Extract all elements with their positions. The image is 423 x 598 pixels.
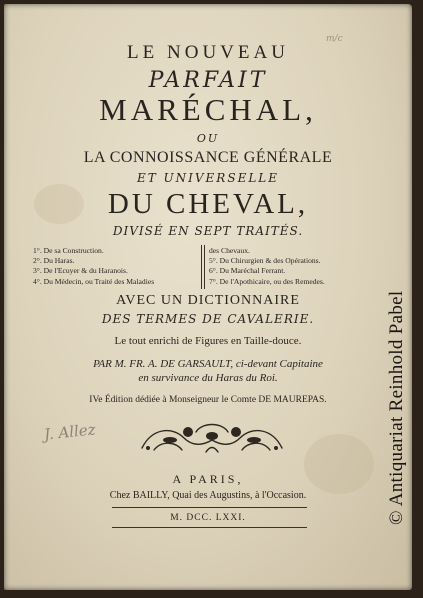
- title-line-4: OU: [196, 132, 220, 145]
- title-line-1: LE NOUVEAU: [127, 42, 289, 63]
- rule-top: [112, 507, 307, 508]
- contents-item: 6°. Du Maréchal Ferrant.: [209, 266, 286, 276]
- contents-item: 1°. De sa Construction.: [33, 246, 104, 255]
- contents-item: des Chevaux.: [209, 246, 250, 255]
- title-line-7: DU CHEVAL,: [107, 188, 309, 220]
- rule-bottom: [112, 527, 307, 528]
- contents-item: 5°. Du Chirurgien & des Opérations.: [209, 256, 321, 266]
- fleuron-ornament-icon: [132, 418, 292, 460]
- title-line-6: ET UNIVERSELLE: [136, 171, 280, 185]
- imprint-place: A PARIS,: [172, 472, 244, 486]
- copyright-watermark: © Antiquariat Reinhold Pabel: [386, 290, 407, 525]
- handwritten-signature: J. Allez: [43, 420, 97, 444]
- contents-left-column: [33, 246, 154, 287]
- contents-item: 4°. Du Médecin, ou Traité des Maladies: [33, 276, 155, 286]
- contents-item: 3°. De l'Ecuyer & du Haranois.: [33, 266, 128, 276]
- dictionary-line-1: AVEC UN DICTIONNAIRE: [116, 293, 300, 308]
- contents-item: 2°. Du Haras.: [33, 256, 75, 266]
- title-line-2: PARFAIT: [148, 68, 268, 93]
- title-line-5: LA CONNOISSANCE GÉNÉRALE: [83, 149, 333, 166]
- title-line-3: MARÉCHAL,: [99, 92, 317, 127]
- author-line-1: PAR M. FR. A. DE GARSAULT, ci-devant Capitaine: [93, 358, 323, 370]
- author-line-2: en survivance du Haras du Roi.: [138, 372, 278, 384]
- contents-item: 7°. De l'Apothicaire, ou des Remedes.: [209, 276, 325, 286]
- dictionary-line-2: DES TERMES DE CAVALERIE.: [101, 312, 315, 326]
- imprint-publisher: Chez BAILLY, Quai des Augustins, à l'Occasion.: [109, 490, 307, 501]
- column-divider: [201, 245, 205, 289]
- pencil-note: m/c: [326, 34, 343, 44]
- imprint-year: M. DCC. LXXI.: [170, 513, 246, 523]
- contents-right-column: [209, 246, 325, 287]
- title-page: [4, 4, 412, 590]
- edition-line: IVe Édition dédiée à Monseigneur le Comte DE MAUREPAS.: [89, 395, 327, 405]
- title-line-8: DIVISÉ EN SEPT TRAITÉS.: [112, 224, 304, 238]
- figures-line: Le tout enrichi de Figures en Taille-douce.: [114, 335, 302, 347]
